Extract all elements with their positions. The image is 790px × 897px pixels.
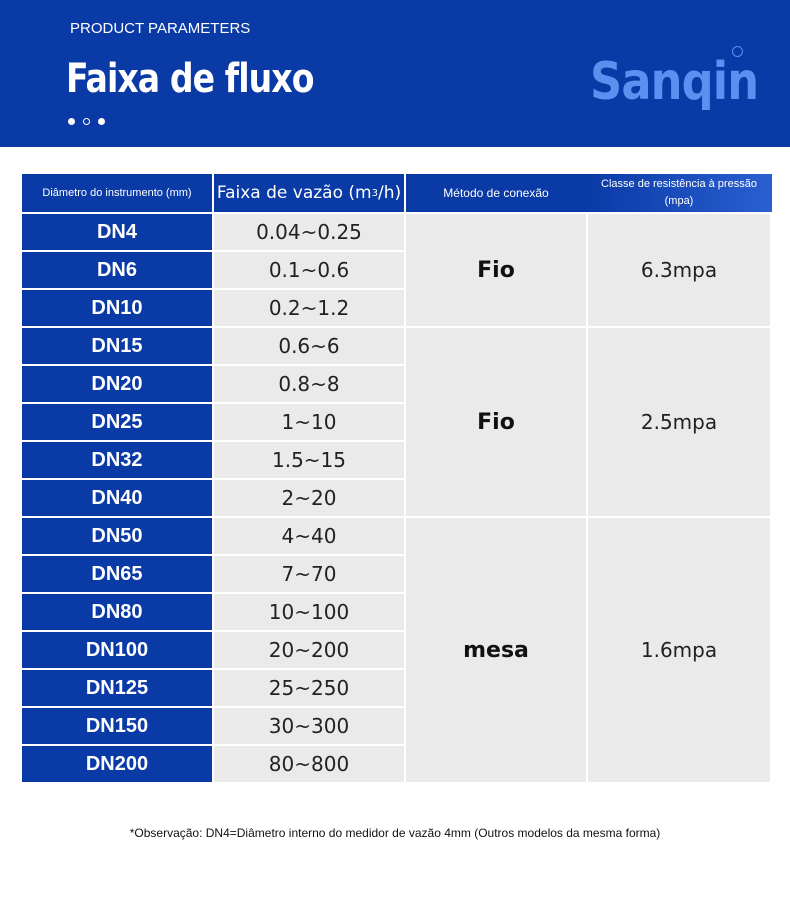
section-subtitle: PRODUCT PARAMETERS: [70, 20, 251, 37]
table-row-diameter: DN80: [22, 594, 212, 630]
table-row-flow: 2~20: [214, 480, 404, 516]
table-row-diameter: DN10: [22, 290, 212, 326]
table-row-diameter: DN65: [22, 556, 212, 592]
table-row-diameter: DN150: [22, 708, 212, 744]
pressure-class-cell: 1.6mpa: [588, 518, 770, 782]
footnote: *Observação: DN4=Diâmetro interno do medidor de vazão 4mm (Outros modelos da mesma forma): [129, 826, 661, 840]
table-row-diameter: DN40: [22, 480, 212, 516]
table-row-flow: 20~200: [214, 632, 404, 668]
table-row-flow: 0.2~1.2: [214, 290, 404, 326]
table-row-flow: 7~70: [214, 556, 404, 592]
header-banner: [0, 0, 790, 147]
table-row-diameter: DN100: [22, 632, 212, 668]
table-row-flow: 0.8~8: [214, 366, 404, 402]
connection-method-cell: Fio: [406, 328, 586, 516]
page-title: Faixa de fluxo: [66, 56, 314, 102]
table-row-flow: 80~800: [214, 746, 404, 782]
table-row-diameter: DN32: [22, 442, 212, 478]
table-row-diameter: DN6: [22, 252, 212, 288]
table-row-diameter: DN50: [22, 518, 212, 554]
table-row-flow: 0.1~0.6: [214, 252, 404, 288]
header-flow-range: [214, 174, 404, 212]
table-row-flow: 0.6~6: [214, 328, 404, 364]
table-row-flow: 1.5~15: [214, 442, 404, 478]
header-connection-method: Método de conexão: [406, 174, 586, 212]
registered-mark-icon: [732, 46, 743, 57]
table-row-diameter: DN20: [22, 366, 212, 402]
header-flow-prefix: Faixa de vazão (m: [216, 183, 372, 203]
table-row-flow: 0.04~0.25: [214, 214, 404, 250]
pressure-class-cell: 6.3mpa: [588, 214, 770, 326]
table-row-flow: 25~250: [214, 670, 404, 706]
header-flow-suffix: /h): [377, 183, 402, 203]
table-row-flow: 30~300: [214, 708, 404, 744]
connection-method-cell: mesa: [406, 518, 586, 782]
connection-method-cell: Fio: [406, 214, 586, 326]
table-row-flow: 1~10: [214, 404, 404, 440]
table-row-flow: 4~40: [214, 518, 404, 554]
header-flow-sup: 3: [371, 187, 378, 199]
table-row-flow: 10~100: [214, 594, 404, 630]
pressure-class-cell: 2.5mpa: [588, 328, 770, 516]
header-pressure-class: Classe de resistência à pressão (mpa): [586, 174, 772, 212]
table-row-diameter: DN125: [22, 670, 212, 706]
brand-logo: Sanqin: [590, 52, 759, 112]
table-row-diameter: DN4: [22, 214, 212, 250]
header-diameter: Diâmetro do instrumento (mm): [22, 174, 212, 212]
table-row-diameter: DN15: [22, 328, 212, 364]
table-row-diameter: DN200: [22, 746, 212, 782]
table-row-diameter: DN25: [22, 404, 212, 440]
